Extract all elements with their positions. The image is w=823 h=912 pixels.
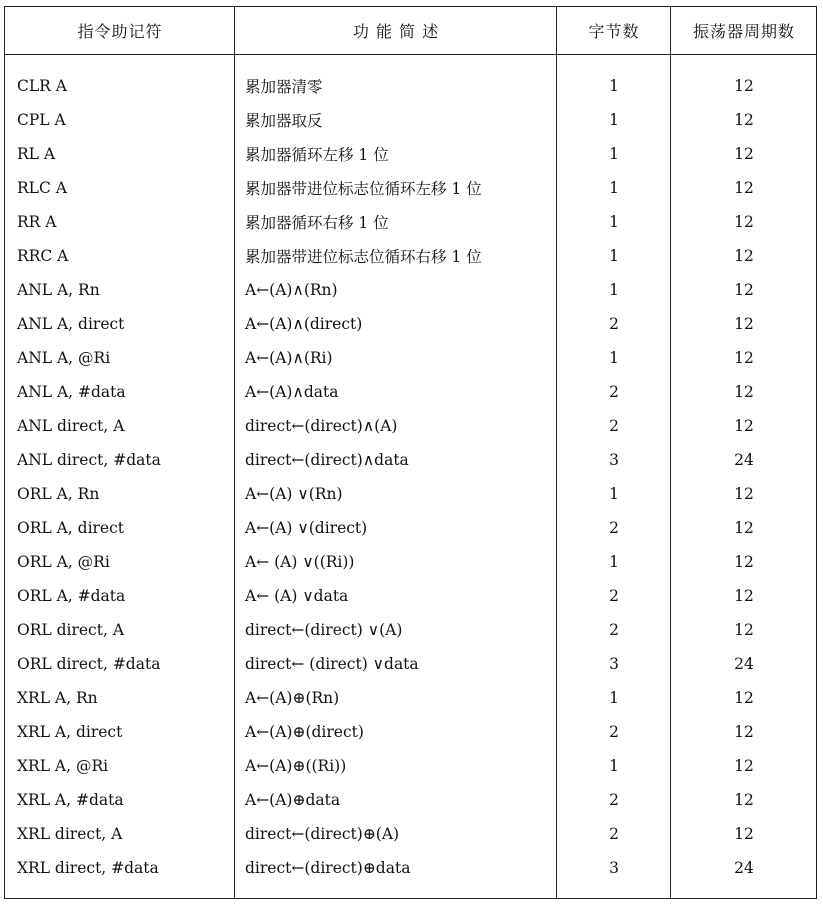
- mnemonic-cell: RR A: [17, 213, 57, 231]
- function-cell: A← (A) ∨data: [245, 587, 349, 605]
- table-row: [5, 341, 816, 375]
- function-cell: direct←(direct)⊕data: [245, 859, 411, 877]
- table-row: [5, 137, 816, 171]
- cycles-cell: 12: [734, 213, 754, 231]
- bytes-cell: 1: [609, 145, 619, 163]
- table-row: [5, 69, 816, 103]
- mnemonic-cell: RL A: [17, 145, 56, 163]
- mnemonic-cell: ANL direct, #data: [17, 451, 161, 469]
- cycles-cell: 12: [734, 383, 754, 401]
- mnemonic-cell: XRL A, @Ri: [17, 757, 109, 775]
- table-row: [5, 273, 816, 307]
- table-row: [5, 171, 816, 205]
- bytes-cell: 3: [609, 859, 619, 877]
- bytes-cell: 1: [609, 757, 619, 775]
- mnemonic-cell: XRL A, direct: [17, 723, 123, 741]
- header-cycles: 振荡器周期数: [692, 22, 795, 41]
- cycles-cell: 12: [734, 77, 754, 95]
- cycles-cell: 24: [734, 859, 754, 877]
- cycles-cell: 12: [734, 417, 754, 435]
- mnemonic-cell: RRC A: [17, 247, 69, 265]
- bytes-cell: 2: [609, 621, 619, 639]
- bytes-cell: 1: [609, 179, 619, 197]
- function-cell: A←(A)⊕(Rn): [245, 689, 340, 707]
- cycles-cell: 12: [734, 553, 754, 571]
- bytes-cell: 2: [609, 417, 619, 435]
- function-cell: direct←(direct)∧data: [245, 451, 409, 469]
- mnemonic-cell: XRL direct, A: [17, 825, 123, 843]
- mnemonic-cell: ANL A, direct: [17, 315, 125, 333]
- bytes-cell: 1: [609, 485, 619, 503]
- function-cell: 累加器循环左移 1 位: [245, 146, 389, 164]
- bytes-cell: 3: [609, 451, 619, 469]
- function-cell: A←(A)∧(Rn): [245, 281, 338, 299]
- bytes-cell: 1: [609, 111, 619, 129]
- table-row: [5, 749, 816, 783]
- mnemonic-cell: CLR A: [17, 77, 67, 95]
- bytes-cell: 1: [609, 247, 619, 265]
- function-cell: 累加器带进位标志位循环左移 1 位: [245, 180, 482, 198]
- header-function: 功 能 简 述: [352, 22, 440, 41]
- bytes-cell: 1: [609, 213, 619, 231]
- cycles-cell: 12: [734, 587, 754, 605]
- table-row: [5, 205, 816, 239]
- table-header: [5, 7, 816, 55]
- function-cell: A←(A)⊕data: [245, 791, 341, 809]
- cycles-cell: 12: [734, 111, 754, 129]
- function-cell: direct←(direct) ∨(A): [245, 621, 403, 639]
- function-cell: direct←(direct)∧(A): [245, 417, 398, 435]
- mnemonic-cell: ANL A, Rn: [17, 281, 100, 299]
- function-cell: direct←(direct)⊕(A): [245, 825, 400, 843]
- bytes-cell: 1: [609, 281, 619, 299]
- instruction-table: [4, 6, 817, 899]
- table-row: [5, 239, 816, 273]
- cycles-cell: 24: [734, 451, 754, 469]
- cycles-cell: 12: [734, 485, 754, 503]
- table-row: [5, 647, 816, 681]
- table-row: [5, 579, 816, 613]
- header-bytes: 字节数: [588, 22, 640, 41]
- table-row: [5, 443, 816, 477]
- cycles-cell: 24: [734, 655, 754, 673]
- mnemonic-cell: ANL direct, A: [17, 417, 125, 435]
- function-cell: A←(A)∧(Ri): [245, 349, 333, 367]
- function-cell: A←(A)⊕(direct): [245, 723, 364, 741]
- bytes-cell: 2: [609, 825, 619, 843]
- bytes-cell: 2: [609, 723, 619, 741]
- cycles-cell: 12: [734, 757, 754, 775]
- cycles-cell: 12: [734, 791, 754, 809]
- function-cell: A←(A) ∨(direct): [245, 519, 368, 537]
- bytes-cell: 1: [609, 349, 619, 367]
- function-cell: 累加器循环右移 1 位: [245, 214, 389, 232]
- function-cell: A←(A)⊕((Ri)): [245, 757, 347, 775]
- mnemonic-cell: RLC A: [17, 179, 67, 197]
- cycles-cell: 12: [734, 621, 754, 639]
- table-row: [5, 545, 816, 579]
- mnemonic-cell: ORL A, Rn: [17, 485, 100, 503]
- bytes-cell: 1: [609, 77, 619, 95]
- function-cell: A←(A)∧data: [245, 383, 339, 401]
- mnemonic-cell: XRL direct, #data: [17, 859, 159, 877]
- function-cell: 累加器取反: [245, 112, 323, 130]
- mnemonic-cell: ANL A, #data: [17, 383, 126, 401]
- table-row: [5, 613, 816, 647]
- table-row: [5, 681, 816, 715]
- cycles-cell: 12: [734, 689, 754, 707]
- bytes-cell: 1: [609, 689, 619, 707]
- mnemonic-cell: ORL A, #data: [17, 587, 126, 605]
- cycles-cell: 12: [734, 349, 754, 367]
- table-row: [5, 375, 816, 409]
- mnemonic-cell: ORL direct, #data: [17, 655, 161, 673]
- function-cell: A← (A) ∨((Ri)): [245, 553, 355, 571]
- mnemonic-cell: ORL direct, A: [17, 621, 125, 639]
- bytes-cell: 2: [609, 383, 619, 401]
- table-row: [5, 511, 816, 545]
- table-row: [5, 783, 816, 817]
- bytes-cell: 2: [609, 587, 619, 605]
- mnemonic-cell: ANL A, @Ri: [17, 349, 111, 367]
- table-row: [5, 851, 816, 885]
- header-mnemonic: 指令助记符: [77, 22, 163, 41]
- table-row: [5, 817, 816, 851]
- function-cell: A←(A) ∨(Rn): [245, 485, 343, 503]
- function-cell: 累加器清零: [245, 78, 323, 96]
- bytes-cell: 3: [609, 655, 619, 673]
- bytes-cell: 2: [609, 519, 619, 537]
- table-row: [5, 409, 816, 443]
- bytes-cell: 1: [609, 553, 619, 571]
- function-cell: A←(A)∧(direct): [245, 315, 363, 333]
- table-row: [5, 715, 816, 749]
- cycles-cell: 12: [734, 723, 754, 741]
- cycles-cell: 12: [734, 247, 754, 265]
- bytes-cell: 2: [609, 315, 619, 333]
- function-cell: direct← (direct) ∨data: [245, 655, 419, 673]
- table-row: [5, 103, 816, 137]
- mnemonic-cell: CPL A: [17, 111, 66, 129]
- cycles-cell: 12: [734, 145, 754, 163]
- bytes-cell: 2: [609, 791, 619, 809]
- table-row: [5, 307, 816, 341]
- table-row: [5, 477, 816, 511]
- cycles-cell: 12: [734, 281, 754, 299]
- cycles-cell: 12: [734, 825, 754, 843]
- cycles-cell: 12: [734, 179, 754, 197]
- mnemonic-cell: ORL A, @Ri: [17, 553, 110, 571]
- mnemonic-cell: XRL A, Rn: [17, 689, 98, 707]
- cycles-cell: 12: [734, 315, 754, 333]
- mnemonic-cell: XRL A, #data: [17, 791, 124, 809]
- mnemonic-cell: ORL A, direct: [17, 519, 125, 537]
- function-cell: 累加器带进位标志位循环右移 1 位: [245, 248, 482, 266]
- cycles-cell: 12: [734, 519, 754, 537]
